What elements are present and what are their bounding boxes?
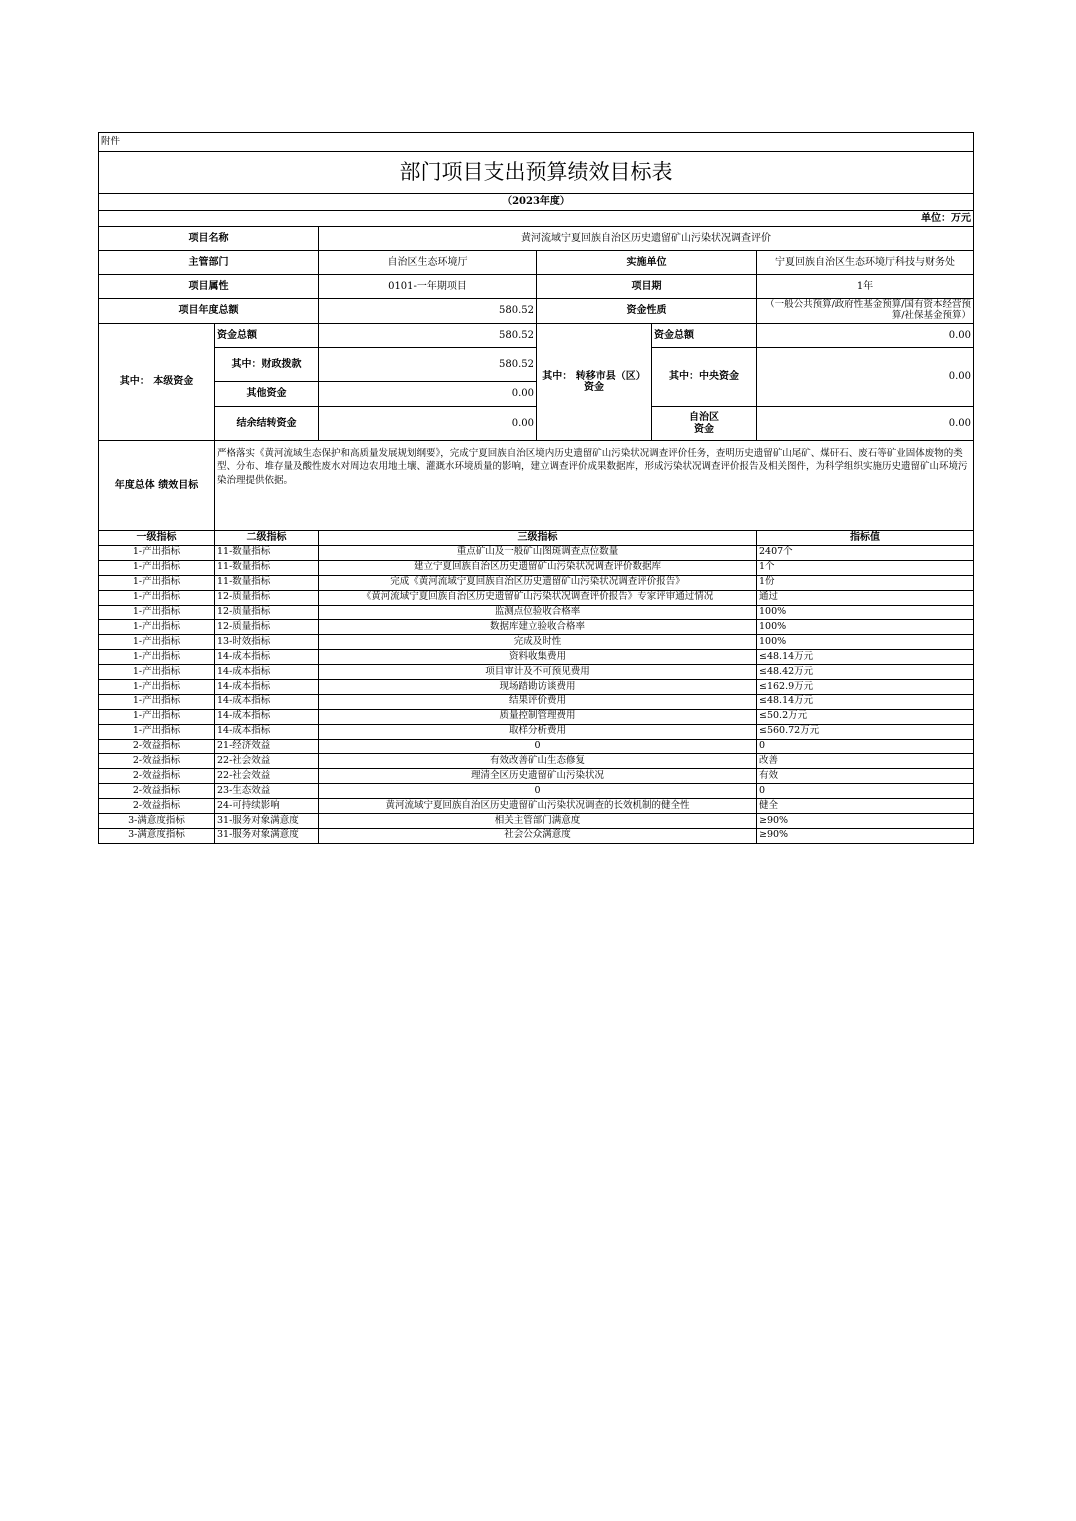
level2-cell: 12-质量指标 (215, 620, 319, 635)
table-row (99, 620, 974, 635)
level2-cell: 23-生态效益 (215, 784, 319, 799)
fiscal-appropriation-value: 580.52 (319, 348, 537, 382)
level2-cell: 12-质量指标 (215, 605, 319, 620)
indicator-value-cell: 0 (757, 739, 974, 754)
level3-cell: 相关主管部门满意度 (319, 814, 757, 829)
region-funds-label: 自治区 资金 (652, 407, 757, 441)
level1-cell: 1-产出指标 (99, 590, 215, 605)
table-row (99, 754, 974, 769)
level2-cell: 14-成本指标 (215, 709, 319, 724)
fund-total-label: 资金总额 (215, 324, 319, 348)
fund-nature-value: （一般公共预算/政府性基金预算/国有资本经营预算/社保基金预算） (757, 299, 974, 324)
table-row (99, 560, 974, 575)
table-row (99, 709, 974, 724)
level3-cell: 监测点位验收合格率 (319, 605, 757, 620)
annual-goal-label: 年度总体 绩效目标 (99, 441, 215, 531)
level1-cell: 1-产出指标 (99, 665, 215, 680)
indicator-value-cell: 0 (757, 784, 974, 799)
level1-cell: 3-满意度指标 (99, 814, 215, 829)
level2-cell: 11-数量指标 (215, 546, 319, 561)
table-row (99, 635, 974, 650)
level3-cell: 取样分析费用 (319, 724, 757, 739)
level3-cell: 项目审计及不可预见费用 (319, 665, 757, 680)
table-row (99, 665, 974, 680)
level3-cell: 0 (319, 739, 757, 754)
indicator-value-cell: 2407个 (757, 546, 974, 561)
level2-cell: 14-成本指标 (215, 724, 319, 739)
table-row (99, 650, 974, 665)
level1-cell: 1-产出指标 (99, 709, 215, 724)
level1-cell: 1-产出指标 (99, 635, 215, 650)
level3-cell: 资料收集费用 (319, 650, 757, 665)
indicator-value-cell: ≤560.72万元 (757, 724, 974, 739)
impl-unit-label: 实施单位 (537, 251, 757, 275)
unit-label: 单位：万元 (99, 211, 974, 227)
indicator-value-cell: 1份 (757, 575, 974, 590)
indicator-value-cell: 100% (757, 635, 974, 650)
indicator-value-cell: 改善 (757, 754, 974, 769)
level1-cell: 1-产出指标 (99, 650, 215, 665)
table-row (99, 739, 974, 754)
performance-target-table (98, 132, 974, 844)
level3-cell: 0 (319, 784, 757, 799)
level2-header: 二级指标 (215, 531, 319, 546)
annual-goal-text: 严格落实《黄河流域生态保护和高质量发展规划纲要》，完成宁夏回族自治区境内历史遗留矿山污染状况调查评价任务，查明历史遗留矿山尾矿、煤矸石、废石等矿业固体废物的类型、分布、堆存量及酸性废水对周边农用地土壤、灌溉水环境质量的影响，建立调查评价成果数据库，形成污染状况调查评价报告及相关图件，为科学组织实施历史遗留矿山环境污染治理提供依据。 (215, 441, 974, 531)
table-row (99, 814, 974, 829)
project-name-label: 项目名称 (99, 227, 319, 251)
level1-cell: 1-产出指标 (99, 575, 215, 590)
table-row (99, 769, 974, 784)
level2-cell: 22-社会效益 (215, 769, 319, 784)
level1-header: 一级指标 (99, 531, 215, 546)
table-row (99, 680, 974, 695)
indicator-value-cell: 有效 (757, 769, 974, 784)
level2-cell: 24-可持续影响 (215, 799, 319, 814)
project-attr-label: 项目属性 (99, 275, 319, 299)
indicator-value-cell: ≤50.2万元 (757, 709, 974, 724)
transfer-funds-label: 其中： 转移市县（区）资金 (537, 324, 652, 441)
level2-cell: 11-数量指标 (215, 575, 319, 590)
table-row (99, 828, 974, 843)
level3-cell: 理清全区历史遗留矿山污染状况 (319, 769, 757, 784)
level3-cell: 数据库建立验收合格率 (319, 620, 757, 635)
project-attr-value: 0101-一年期项目 (319, 275, 537, 299)
local-funds-label: 其中： 本级资金 (99, 324, 215, 441)
indicator-value-cell: 100% (757, 605, 974, 620)
indicator-value-cell: 1个 (757, 560, 974, 575)
level3-cell: 有效改善矿山生态修复 (319, 754, 757, 769)
level1-cell: 1-产出指标 (99, 605, 215, 620)
table-row (99, 694, 974, 709)
level3-cell: 建立宁夏回族自治区历史遗留矿山污染状况调查评价数据库 (319, 560, 757, 575)
indicator-value-cell: ≥90% (757, 828, 974, 843)
level1-cell: 1-产出指标 (99, 546, 215, 561)
other-funds-value: 0.00 (319, 382, 537, 407)
level1-cell: 1-产出指标 (99, 694, 215, 709)
level2-cell: 31-服务对象满意度 (215, 828, 319, 843)
year-label: （2023年度） (99, 194, 974, 211)
level1-cell: 2-效益指标 (99, 739, 215, 754)
indicator-value-cell: ≥90% (757, 814, 974, 829)
indicator-value-cell: 通过 (757, 590, 974, 605)
level2-cell: 13-时效指标 (215, 635, 319, 650)
level1-cell: 1-产出指标 (99, 560, 215, 575)
indicator-value-cell: ≤48.14万元 (757, 694, 974, 709)
level3-cell: 质量控制管理费用 (319, 709, 757, 724)
level1-cell: 3-满意度指标 (99, 828, 215, 843)
level1-cell: 2-效益指标 (99, 769, 215, 784)
level3-cell: 完成《黄河流域宁夏回族自治区历史遗留矿山污染状况调查评价报告》 (319, 575, 757, 590)
level3-cell: 现场踏勘访谈费用 (319, 680, 757, 695)
level3-cell: 结果评价费用 (319, 694, 757, 709)
transfer-total-value: 0.00 (757, 324, 974, 348)
level2-cell: 11-数量指标 (215, 560, 319, 575)
level3-cell: 完成及时性 (319, 635, 757, 650)
level2-cell: 12-质量指标 (215, 590, 319, 605)
indicator-value-cell: ≤48.42万元 (757, 665, 974, 680)
level1-cell: 2-效益指标 (99, 754, 215, 769)
annual-total-value: 580.52 (319, 299, 537, 324)
level3-cell: 黄河流域宁夏回族自治区历史遗留矿山污染状况调查的长效机制的健全性 (319, 799, 757, 814)
level2-cell: 21-经济效益 (215, 739, 319, 754)
level3-cell: 《黄河流域宁夏回族自治区历史遗留矿山污染状况调查评价报告》专家评审通过情况 (319, 590, 757, 605)
central-funds-value: 0.00 (757, 348, 974, 407)
level3-cell: 社会公众满意度 (319, 828, 757, 843)
table-row (99, 784, 974, 799)
impl-unit-value: 宁夏回族自治区生态环境厅科技与财务处 (757, 251, 974, 275)
table-row (99, 546, 974, 561)
dept-value: 自治区生态环境厅 (319, 251, 537, 275)
carryover-funds-label: 结余结转资金 (215, 407, 319, 441)
level3-cell: 重点矿山及一般矿山图斑调查点位数量 (319, 546, 757, 561)
region-funds-value: 0.00 (757, 407, 974, 441)
dept-label: 主管部门 (99, 251, 319, 275)
table-row (99, 605, 974, 620)
table-row (99, 575, 974, 590)
other-funds-label: 其他资金 (215, 382, 319, 407)
level1-cell: 1-产出指标 (99, 724, 215, 739)
level1-cell: 2-效益指标 (99, 799, 215, 814)
table-row (99, 799, 974, 814)
level1-cell: 1-产出指标 (99, 620, 215, 635)
indicator-value-cell: ≤48.14万元 (757, 650, 974, 665)
level1-cell: 2-效益指标 (99, 784, 215, 799)
fund-nature-label: 资金性质 (537, 299, 757, 324)
page-title: 部门项目支出预算绩效目标表 (99, 152, 974, 194)
level2-cell: 14-成本指标 (215, 650, 319, 665)
project-period-value: 1年 (757, 275, 974, 299)
indicator-value-cell: ≤162.9万元 (757, 680, 974, 695)
indicator-value-header: 指标值 (757, 531, 974, 546)
project-period-label: 项目期 (537, 275, 757, 299)
level3-header: 三级指标 (319, 531, 757, 546)
level2-cell: 31-服务对象满意度 (215, 814, 319, 829)
level2-cell: 14-成本指标 (215, 665, 319, 680)
annual-total-label: 项目年度总额 (99, 299, 319, 324)
fund-total-value: 580.52 (319, 324, 537, 348)
indicator-value-cell: 100% (757, 620, 974, 635)
transfer-total-label: 资金总额 (652, 324, 757, 348)
table-row (99, 724, 974, 739)
table-row (99, 590, 974, 605)
attachment-label: 附件 (99, 133, 974, 152)
central-funds-label: 其中：中央资金 (652, 348, 757, 407)
fiscal-appropriation-label: 其中：财政拨款 (215, 348, 319, 382)
level2-cell: 14-成本指标 (215, 680, 319, 695)
level1-cell: 1-产出指标 (99, 680, 215, 695)
indicator-rows (99, 546, 974, 844)
level2-cell: 22-社会效益 (215, 754, 319, 769)
indicator-value-cell: 健全 (757, 799, 974, 814)
carryover-funds-value: 0.00 (319, 407, 537, 441)
level2-cell: 14-成本指标 (215, 694, 319, 709)
project-name-value: 黄河流域宁夏回族自治区历史遗留矿山污染状况调查评价 (319, 227, 974, 251)
